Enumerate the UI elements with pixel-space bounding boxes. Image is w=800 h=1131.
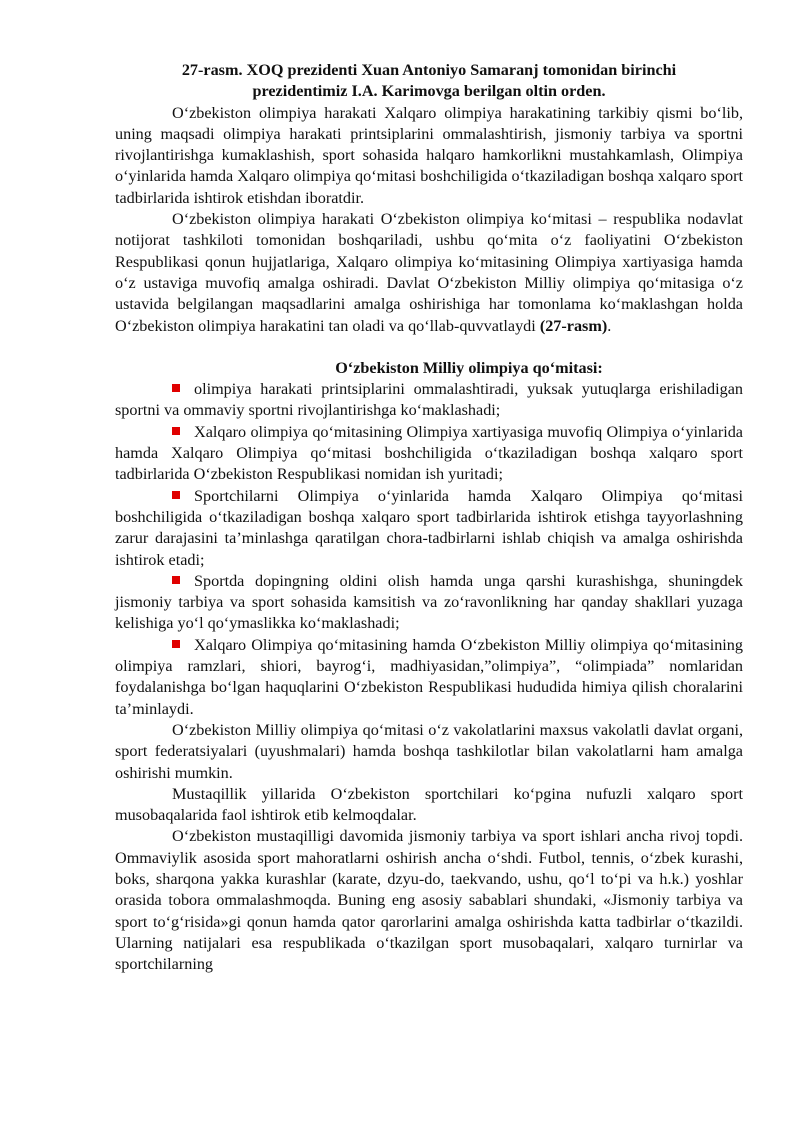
- bullet-text: Xalqaro olimpiya qo‘mitasining Olimpiya xartiyasiga muvofiq Olimpiya o‘yinlarida hamda Xalqaro Olimpiya qo‘mitasi boshchiligida o‘tkaziladigan boshqa xalqaro sport tadbirlarida O‘zbekiston Respublikasi nomidan ish yuritadi;: [115, 422, 743, 484]
- paragraph-intro: O‘zbekiston olimpiya harakati Xalqaro olimpiya harakatining tarkibiy qismi bo‘lib, uning maqsadi olimpiya harakati printsiplarini ommalashtirish, jismoniy tarbiya va sportni rivojlantirishga kumaklashish, sport sohasida halqaro hamkorlikni mustahkamlash, Olimpiya o‘yinlarida hamda Xalqaro olimpiya qo‘mitasi boshchiligida o‘tkaziladigan boshqa xalqaro sport tadbirlarida ishtirok etishdan iboratdir.: [115, 103, 744, 207]
- square-bullet-icon: [172, 384, 180, 392]
- section-heading: O‘zbekiston Milliy olimpiya qo‘mitasi:: [335, 358, 603, 377]
- paragraph-text: O‘zbekiston olimpiya harakati O‘zbekiston olimpiya ko‘mitasi – respublika nodavlat notijorat tashkiloti tomonidan boshqariladi, ushbu qo‘mita o‘z faoliyatini O‘zbekiston Respublikasi qonun hujjatlariga, Xalqaro olimpiya ko‘mitasining Olimpiya xartiyasiga hamda o‘z ustaviga muvofiq amalga oshiradi. Davlat O‘zbekiston Milliy olimpiya qo‘mitasiga o‘z ustavida belgilangan maqsadlarini amalga oshirishiga har tomonlama ko‘maklashgan holda O‘zbekiston olimpiya harakatini tan oladi va qo‘llab-quvvatlaydi: [115, 210, 743, 335]
- paragraph-olympic-committee: [115, 209, 743, 337]
- bullet-item: [115, 379, 743, 422]
- bullet-text: Sportda dopingning oldini olish hamda unga qarshi kurashishga, shuningdek jismoniy tarbiya va sport sohasida kamsitish va zo‘ravonlikning har qanday shakllari yuzaga kelishiga yo‘l qo‘ymaslikka ko‘maklashadi;: [115, 571, 743, 633]
- bullet-item: [115, 486, 743, 571]
- document-page: [115, 60, 743, 975]
- square-bullet-icon: [172, 576, 180, 584]
- bullet-item: [115, 571, 743, 635]
- square-bullet-icon: [172, 491, 180, 499]
- paragraph-outro: Mustaqillik yillarida O‘zbekiston sportchilari ko‘pgina nufuzli xalqaro sport musobaqalarida faol ishtirok etib kelmoqdalar.: [115, 784, 743, 825]
- paragraph-outro: O‘zbekiston mustaqilligi davomida jismoniy tarbiya va sport ishlari ancha rivoj topdi. Ommaviylik asosida sport mahoratlarni oshirish ancha o‘shdi. Futbol, tennis, o‘zbek kurashi, boks, sharqona yakka kurashlar (karate, dzyu-do, taekvando, ushu, qo‘l to‘pi va h.k.) yoshlar orasida tobora ommalashmoqda. Buning eng asosiy sabablari shundaki, «Jismoniy tarbiya va sport to‘g‘risida»gi qonun hamda qator qarorlarini amalga oshirishda katta tadbirlar o‘tkazildi. Ularning natijalari esa respublikada o‘tkazilgan sport musobaqalari, xalqaro turnirlar va sportchilarning: [115, 827, 743, 974]
- bullet-text: Sportchilarni Olimpiya o‘yinlarida hamda Xalqaro Olimpiya qo‘mitasi boshchiligida o‘tkaziladigan boshqa xalqaro sport tadbirlarida ishtirok etishga tayyorlashning zarur darajasini ta’minlashga qaratilgan chora-tadbirlarni ishlab chiqish va amalga oshirishda ishtirok etadi;: [115, 486, 743, 569]
- bullet-text: Xalqaro Olimpiya qo‘mitasining hamda O‘zbekiston Milliy olimpiya qo‘mitasining olimpiya ramzlari, shiori, bayrog‘i, madhiyasidan,”olimpiya”, “olimpiada” nomlaridan foydalanishga bo‘lgan haquqlarini O‘zbekiston Respublikasi hududida himiya qilish choralarini ta’minlaydi.: [115, 635, 743, 718]
- square-bullet-icon: [172, 427, 180, 435]
- paragraph-outro: O‘zbekiston Milliy olimpiya qo‘mitasi o‘z vakolatlarini maxsus vakolatli davlat organi, sport federatsiyalari (uyushmalari) hamda boshqa tashkilotlar bilan vakolatlarni ham amalga oshirishi mumkin.: [115, 720, 743, 782]
- bullet-item: [115, 635, 743, 720]
- square-bullet-icon: [172, 640, 180, 648]
- bullet-text: olimpiya harakati printsiplarini ommalashtiradi, yuksak yutuqlarga erishiladigan sportni va ommaviy sportni rivojlantirishga ko‘maklashadi;: [115, 380, 743, 420]
- figure-reference: (27-rasm): [539, 316, 608, 335]
- bullet-item: [115, 422, 743, 486]
- paragraph-end: .: [607, 316, 612, 335]
- figure-caption: 27-rasm. XOQ prezidenti Xuan Antoniyo Samaranj tomonidan birinchi prezidentimiz I.A. Karimovga berilgan oltin orden.: [181, 61, 677, 101]
